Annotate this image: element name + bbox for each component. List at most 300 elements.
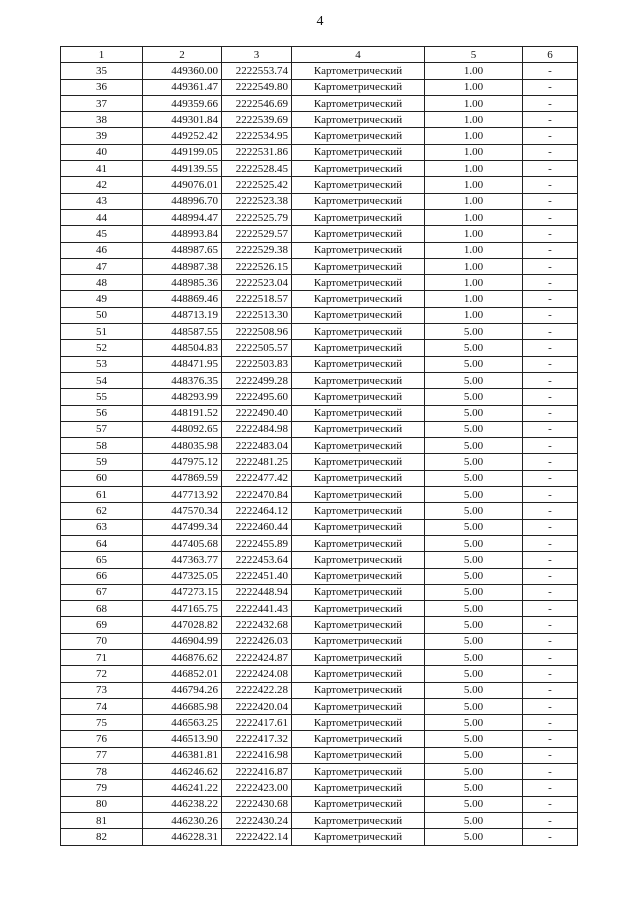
table-row [61,617,578,633]
cell-x-coordinate: 446685.98 [143,698,222,714]
cell-x-coordinate: 446876.62 [143,649,222,665]
table-header [61,47,578,63]
cell-accuracy: 5.00 [425,601,523,617]
cell-point-number: 36 [61,79,143,95]
cell-y-coordinate: 2222483.04 [222,438,292,454]
cell-y-coordinate: 2222477.42 [222,470,292,486]
cell-accuracy: 5.00 [425,666,523,682]
cell-point-number: 58 [61,438,143,454]
cell-method: Картометрический [292,405,425,421]
cell-point-number: 44 [61,209,143,225]
cell-note: - [523,747,578,763]
cell-x-coordinate: 447165.75 [143,601,222,617]
cell-x-coordinate: 447405.68 [143,535,222,551]
cell-point-number: 69 [61,617,143,633]
table-row [61,682,578,698]
cell-method: Картометрический [292,372,425,388]
cell-note: - [523,715,578,731]
cell-method: Картометрический [292,829,425,845]
cell-y-coordinate: 2222526.15 [222,258,292,274]
table-row [61,193,578,209]
cell-y-coordinate: 2222430.24 [222,812,292,828]
cell-point-number: 57 [61,421,143,437]
table-row [61,601,578,617]
cell-method: Картометрический [292,144,425,160]
cell-x-coordinate: 448471.95 [143,356,222,372]
cell-point-number: 73 [61,682,143,698]
cell-accuracy: 1.00 [425,226,523,242]
cell-x-coordinate: 448987.38 [143,258,222,274]
cell-note: - [523,796,578,812]
table-row [61,324,578,340]
cell-x-coordinate: 446852.01 [143,666,222,682]
cell-y-coordinate: 2222531.86 [222,144,292,160]
cell-y-coordinate: 2222528.45 [222,161,292,177]
cell-point-number: 49 [61,291,143,307]
column-header-3: 3 [222,47,292,63]
cell-point-number: 54 [61,372,143,388]
cell-point-number: 66 [61,568,143,584]
cell-note: - [523,421,578,437]
cell-y-coordinate: 2222484.98 [222,421,292,437]
cell-note: - [523,95,578,111]
cell-method: Картометрический [292,454,425,470]
cell-method: Картометрический [292,731,425,747]
table-row [61,258,578,274]
cell-y-coordinate: 2222455.89 [222,535,292,551]
cell-y-coordinate: 2222529.57 [222,226,292,242]
cell-accuracy: 5.00 [425,796,523,812]
cell-x-coordinate: 448504.83 [143,340,222,356]
cell-note: - [523,601,578,617]
cell-x-coordinate: 447713.92 [143,487,222,503]
cell-point-number: 53 [61,356,143,372]
cell-point-number: 48 [61,275,143,291]
table-row [61,829,578,845]
cell-method: Картометрический [292,519,425,535]
cell-note: - [523,177,578,193]
cell-x-coordinate: 446563.25 [143,715,222,731]
cell-accuracy: 1.00 [425,177,523,193]
cell-note: - [523,503,578,519]
cell-x-coordinate: 447273.15 [143,584,222,600]
cell-accuracy: 1.00 [425,242,523,258]
cell-point-number: 68 [61,601,143,617]
cell-x-coordinate: 446904.99 [143,633,222,649]
cell-note: - [523,829,578,845]
cell-note: - [523,258,578,274]
cell-point-number: 42 [61,177,143,193]
coordinates-table [60,46,578,846]
cell-accuracy: 5.00 [425,731,523,747]
cell-x-coordinate: 448092.65 [143,421,222,437]
cell-point-number: 37 [61,95,143,111]
cell-x-coordinate: 447570.34 [143,503,222,519]
cell-x-coordinate: 448985.36 [143,275,222,291]
cell-y-coordinate: 2222424.87 [222,649,292,665]
cell-point-number: 81 [61,812,143,828]
cell-y-coordinate: 2222426.03 [222,633,292,649]
cell-accuracy: 5.00 [425,356,523,372]
cell-method: Картометрический [292,226,425,242]
cell-note: - [523,275,578,291]
cell-method: Картометрический [292,161,425,177]
cell-point-number: 64 [61,535,143,551]
cell-point-number: 75 [61,715,143,731]
cell-accuracy: 5.00 [425,503,523,519]
cell-method: Картометрический [292,812,425,828]
cell-y-coordinate: 2222549.80 [222,79,292,95]
cell-note: - [523,144,578,160]
cell-x-coordinate: 449076.01 [143,177,222,193]
table-row [61,503,578,519]
cell-accuracy: 1.00 [425,112,523,128]
cell-point-number: 41 [61,161,143,177]
table-row [61,487,578,503]
table-row [61,291,578,307]
cell-y-coordinate: 2222503.83 [222,356,292,372]
cell-method: Картометрический [292,275,425,291]
cell-method: Картометрический [292,438,425,454]
cell-accuracy: 5.00 [425,470,523,486]
column-header-1: 1 [61,47,143,63]
cell-point-number: 62 [61,503,143,519]
cell-y-coordinate: 2222513.30 [222,307,292,323]
cell-accuracy: 5.00 [425,324,523,340]
cell-note: - [523,307,578,323]
cell-x-coordinate: 448035.98 [143,438,222,454]
cell-method: Картометрический [292,258,425,274]
cell-x-coordinate: 446794.26 [143,682,222,698]
cell-x-coordinate: 447975.12 [143,454,222,470]
cell-point-number: 39 [61,128,143,144]
table-row [61,764,578,780]
cell-accuracy: 5.00 [425,535,523,551]
cell-x-coordinate: 447028.82 [143,617,222,633]
table-row [61,715,578,731]
cell-x-coordinate: 448293.99 [143,389,222,405]
cell-accuracy: 5.00 [425,682,523,698]
cell-note: - [523,698,578,714]
table-row [61,128,578,144]
cell-y-coordinate: 2222464.12 [222,503,292,519]
cell-note: - [523,389,578,405]
cell-note: - [523,405,578,421]
cell-accuracy: 5.00 [425,568,523,584]
cell-point-number: 45 [61,226,143,242]
cell-x-coordinate: 449361.47 [143,79,222,95]
cell-method: Картометрический [292,584,425,600]
cell-x-coordinate: 449199.05 [143,144,222,160]
cell-y-coordinate: 2222417.61 [222,715,292,731]
cell-y-coordinate: 2222505.57 [222,340,292,356]
cell-y-coordinate: 2222453.64 [222,552,292,568]
cell-point-number: 51 [61,324,143,340]
cell-accuracy: 5.00 [425,780,523,796]
cell-point-number: 40 [61,144,143,160]
table-row [61,519,578,535]
cell-point-number: 38 [61,112,143,128]
table-row [61,747,578,763]
cell-y-coordinate: 2222451.40 [222,568,292,584]
cell-note: - [523,356,578,372]
cell-method: Картометрический [292,112,425,128]
cell-x-coordinate: 446246.62 [143,764,222,780]
cell-note: - [523,519,578,535]
table-body [61,63,578,845]
cell-method: Картометрический [292,291,425,307]
table-row [61,63,578,79]
cell-y-coordinate: 2222420.04 [222,698,292,714]
cell-x-coordinate: 448987.65 [143,242,222,258]
cell-note: - [523,470,578,486]
cell-y-coordinate: 2222422.14 [222,829,292,845]
cell-point-number: 79 [61,780,143,796]
cell-accuracy: 5.00 [425,812,523,828]
table-row [61,731,578,747]
cell-accuracy: 1.00 [425,275,523,291]
cell-y-coordinate: 2222423.00 [222,780,292,796]
cell-x-coordinate: 449360.00 [143,63,222,79]
cell-method: Картометрический [292,682,425,698]
cell-accuracy: 5.00 [425,649,523,665]
table-row [61,161,578,177]
cell-note: - [523,584,578,600]
cell-note: - [523,568,578,584]
cell-point-number: 70 [61,633,143,649]
cell-method: Картометрический [292,568,425,584]
cell-x-coordinate: 449139.55 [143,161,222,177]
cell-x-coordinate: 446230.26 [143,812,222,828]
table-row [61,780,578,796]
cell-method: Картометрический [292,601,425,617]
cell-method: Картометрический [292,79,425,95]
cell-accuracy: 5.00 [425,698,523,714]
cell-point-number: 74 [61,698,143,714]
cell-accuracy: 1.00 [425,95,523,111]
cell-x-coordinate: 448587.55 [143,324,222,340]
cell-note: - [523,535,578,551]
cell-method: Картометрический [292,633,425,649]
cell-point-number: 65 [61,552,143,568]
cell-y-coordinate: 2222495.60 [222,389,292,405]
table-row [61,356,578,372]
cell-x-coordinate: 447325.05 [143,568,222,584]
cell-y-coordinate: 2222416.98 [222,747,292,763]
table-row [61,112,578,128]
cell-method: Картометрический [292,340,425,356]
cell-accuracy: 5.00 [425,747,523,763]
cell-accuracy: 1.00 [425,193,523,209]
cell-point-number: 71 [61,649,143,665]
table-row [61,633,578,649]
cell-method: Картометрический [292,503,425,519]
cell-accuracy: 5.00 [425,764,523,780]
cell-method: Картометрический [292,177,425,193]
cell-accuracy: 1.00 [425,161,523,177]
cell-accuracy: 1.00 [425,79,523,95]
cell-y-coordinate: 2222460.44 [222,519,292,535]
cell-method: Картометрический [292,242,425,258]
table-row [61,209,578,225]
cell-x-coordinate: 446241.22 [143,780,222,796]
cell-x-coordinate: 446513.90 [143,731,222,747]
table-row [61,470,578,486]
cell-method: Картометрический [292,95,425,111]
cell-method: Картометрический [292,552,425,568]
cell-accuracy: 1.00 [425,307,523,323]
table-row [61,438,578,454]
cell-accuracy: 5.00 [425,552,523,568]
cell-point-number: 59 [61,454,143,470]
cell-method: Картометрический [292,617,425,633]
table-row [61,405,578,421]
cell-y-coordinate: 2222432.68 [222,617,292,633]
table-row [61,144,578,160]
cell-point-number: 80 [61,796,143,812]
cell-y-coordinate: 2222470.84 [222,487,292,503]
cell-note: - [523,764,578,780]
cell-accuracy: 1.00 [425,63,523,79]
cell-note: - [523,617,578,633]
table-row [61,389,578,405]
table-row [61,649,578,665]
cell-note: - [523,128,578,144]
table-row [61,226,578,242]
cell-method: Картометрический [292,356,425,372]
cell-x-coordinate: 446238.22 [143,796,222,812]
cell-point-number: 56 [61,405,143,421]
cell-note: - [523,731,578,747]
cell-x-coordinate: 447363.77 [143,552,222,568]
cell-accuracy: 5.00 [425,487,523,503]
cell-y-coordinate: 2222490.40 [222,405,292,421]
cell-note: - [523,454,578,470]
cell-note: - [523,161,578,177]
cell-x-coordinate: 448994.47 [143,209,222,225]
cell-method: Картометрический [292,128,425,144]
cell-method: Картометрический [292,470,425,486]
table-row [61,535,578,551]
table-row [61,307,578,323]
cell-method: Картометрический [292,715,425,731]
cell-y-coordinate: 2222523.04 [222,275,292,291]
cell-point-number: 82 [61,829,143,845]
cell-note: - [523,79,578,95]
table-row [61,275,578,291]
cell-point-number: 50 [61,307,143,323]
cell-accuracy: 1.00 [425,128,523,144]
cell-y-coordinate: 2222481.25 [222,454,292,470]
cell-method: Картометрический [292,535,425,551]
cell-point-number: 60 [61,470,143,486]
page-number: 4 [316,14,324,29]
cell-y-coordinate: 2222430.68 [222,796,292,812]
cell-note: - [523,63,578,79]
cell-method: Картометрический [292,307,425,323]
cell-y-coordinate: 2222525.79 [222,209,292,225]
cell-note: - [523,242,578,258]
cell-y-coordinate: 2222546.69 [222,95,292,111]
cell-method: Картометрический [292,780,425,796]
header-row [61,47,578,63]
cell-x-coordinate: 448869.46 [143,291,222,307]
cell-accuracy: 5.00 [425,372,523,388]
cell-point-number: 63 [61,519,143,535]
cell-accuracy: 1.00 [425,258,523,274]
cell-method: Картометрический [292,63,425,79]
cell-y-coordinate: 2222448.94 [222,584,292,600]
cell-accuracy: 5.00 [425,829,523,845]
cell-method: Картометрический [292,193,425,209]
cell-x-coordinate: 447499.34 [143,519,222,535]
cell-method: Картометрический [292,649,425,665]
cell-note: - [523,666,578,682]
cell-y-coordinate: 2222508.96 [222,324,292,340]
cell-accuracy: 5.00 [425,340,523,356]
cell-method: Картометрический [292,796,425,812]
cell-y-coordinate: 2222417.32 [222,731,292,747]
cell-x-coordinate: 448993.84 [143,226,222,242]
cell-note: - [523,812,578,828]
table-row [61,552,578,568]
cell-point-number: 52 [61,340,143,356]
cell-point-number: 72 [61,666,143,682]
cell-method: Картометрический [292,421,425,437]
cell-note: - [523,780,578,796]
cell-y-coordinate: 2222553.74 [222,63,292,79]
cell-x-coordinate: 449301.84 [143,112,222,128]
cell-y-coordinate: 2222525.42 [222,177,292,193]
cell-point-number: 43 [61,193,143,209]
cell-y-coordinate: 2222416.87 [222,764,292,780]
cell-y-coordinate: 2222534.95 [222,128,292,144]
cell-accuracy: 5.00 [425,617,523,633]
cell-accuracy: 1.00 [425,209,523,225]
cell-y-coordinate: 2222441.43 [222,601,292,617]
cell-x-coordinate: 448376.35 [143,372,222,388]
table-row [61,177,578,193]
cell-y-coordinate: 2222523.38 [222,193,292,209]
cell-note: - [523,552,578,568]
table-row [61,812,578,828]
cell-method: Картометрический [292,487,425,503]
cell-note: - [523,209,578,225]
table-row [61,242,578,258]
cell-accuracy: 1.00 [425,144,523,160]
cell-accuracy: 5.00 [425,454,523,470]
cell-note: - [523,438,578,454]
cell-point-number: 61 [61,487,143,503]
cell-note: - [523,112,578,128]
cell-y-coordinate: 2222424.08 [222,666,292,682]
column-header-2: 2 [143,47,222,63]
cell-point-number: 67 [61,584,143,600]
column-header-4: 4 [292,47,425,63]
table-row [61,421,578,437]
cell-accuracy: 5.00 [425,421,523,437]
cell-accuracy: 5.00 [425,438,523,454]
table-row [61,372,578,388]
cell-note: - [523,291,578,307]
cell-method: Картометрический [292,324,425,340]
table-row [61,796,578,812]
cell-note: - [523,340,578,356]
cell-y-coordinate: 2222422.28 [222,682,292,698]
cell-note: - [523,372,578,388]
cell-note: - [523,193,578,209]
table-row [61,568,578,584]
